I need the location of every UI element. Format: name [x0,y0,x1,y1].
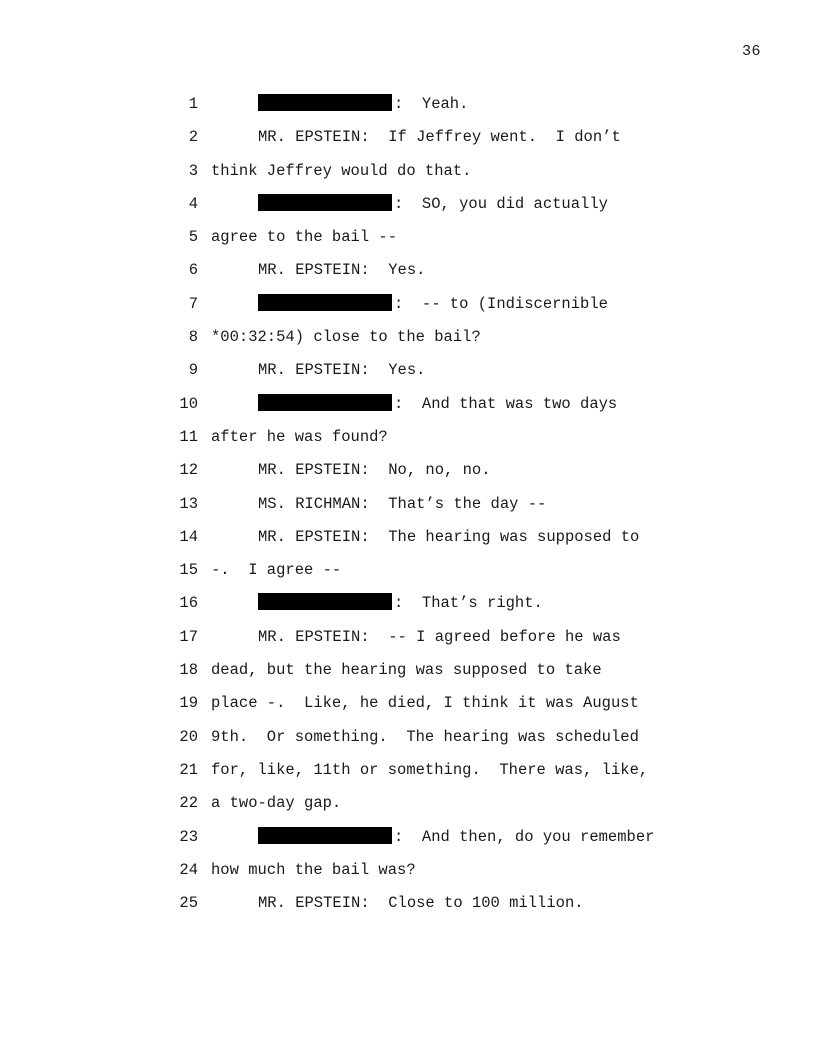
transcript-line [170,158,690,191]
line-content: how much the bail was? [211,860,416,879]
line-number: 24 [179,860,198,879]
line-content: MR. EPSTEIN: Yes. [258,261,426,280]
line-number: 6 [188,261,198,280]
line-number: 14 [179,527,198,546]
line-content: : And that was two days [394,394,618,413]
transcript-line [170,324,690,357]
line-number: 1 [188,95,198,113]
line-text [258,191,608,217]
transcript-line [170,590,690,623]
line-content: : That’s right. [394,594,543,613]
line-number: 25 [179,894,198,913]
line-content: : And then, do you remember [394,827,655,846]
line-content: dead, but the hearing was supposed to take [211,661,602,680]
transcript-line [170,424,690,457]
transcript-line [170,690,690,723]
transcript-line [170,357,690,390]
line-text [211,324,481,350]
line-number: 13 [179,494,198,513]
transcript-line [170,624,690,657]
line-text [211,424,388,450]
transcript-line [170,124,690,157]
line-content: MS. RICHMAN: That’s the day -- [258,494,547,513]
line-content: 9th. Or something. The hearing was scheduled [211,727,639,746]
line-number: 15 [179,561,198,580]
transcript-line [170,724,690,757]
line-text [211,757,648,783]
line-text [258,357,425,383]
transcript-line [170,890,690,923]
page-number: 36 [741,43,761,60]
line-text [258,457,491,483]
transcript-line [170,657,690,690]
line-number: 19 [179,694,198,713]
line-number: 20 [179,727,198,746]
line-text [211,557,341,583]
transcript-line [170,257,690,290]
transcript-line [170,291,690,324]
line-number: 10 [179,394,198,413]
line-number: 3 [188,161,198,180]
line-text [211,724,639,750]
redaction-bar [258,394,392,411]
line-text [258,291,608,317]
line-number: 12 [179,461,198,480]
transcript-line [170,91,690,124]
line-number: 22 [179,794,198,813]
transcript-line [170,191,690,224]
line-number: 18 [179,661,198,680]
line-text [258,624,621,650]
line-content: MR. EPSTEIN: If Jeffrey went. I don’t [258,128,621,147]
line-content: a two-day gap. [211,794,342,813]
redaction-bar [258,827,392,844]
transcript-line [170,757,690,790]
transcript-line [170,857,690,890]
transcript-line [170,224,690,257]
line-number: 8 [188,328,198,347]
transcript-line [170,824,690,857]
line-content: for, like, 11th or something. There was, like, [211,760,649,779]
line-content: MR. EPSTEIN: -- I agreed before he was [258,627,621,646]
line-number: 21 [179,760,198,779]
line-number: 23 [179,827,198,846]
line-text [258,824,654,850]
line-text [258,491,546,517]
line-number: 16 [179,594,198,613]
transcript-line [170,491,690,524]
redaction-bar [258,593,392,610]
line-number: 4 [188,194,198,213]
line-text [258,590,543,616]
line-text [211,690,639,716]
line-content: MR. EPSTEIN: The hearing was supposed to [258,527,640,546]
line-text [211,224,397,250]
line-number: 2 [188,128,198,147]
line-text [211,657,602,683]
transcript-line [170,557,690,590]
line-number: 9 [188,361,198,380]
line-number: 7 [188,294,198,313]
line-content: place -. Like, he died, I think it was August [211,694,639,713]
line-text [258,124,621,150]
line-text [258,91,468,117]
line-number: 17 [179,627,198,646]
transcript-body [170,91,690,923]
line-text [258,524,639,550]
transcript-line [170,524,690,557]
transcript-line [170,457,690,490]
line-content: *00:32:54) close to the bail? [211,328,481,347]
line-text [258,257,425,283]
line-text [211,857,416,883]
redaction-bar [258,94,392,111]
line-content: : SO, you did actually [394,194,608,213]
line-text [258,890,584,916]
line-content: after he was found? [211,427,388,446]
line-content: MR. EPSTEIN: No, no, no. [258,461,491,480]
transcript-line [170,790,690,823]
line-text [258,391,617,417]
line-content: : -- to (Indiscernible [394,294,608,313]
redaction-bar [258,194,392,211]
line-content: MR. EPSTEIN: Yes. [258,361,426,380]
line-content: -. I agree -- [211,561,342,580]
line-text [211,790,341,816]
line-text [211,158,471,184]
transcript-line [170,391,690,424]
line-content: think Jeffrey would do that. [211,161,472,180]
line-number: 11 [179,427,198,446]
redaction-bar [258,294,392,311]
line-content: MR. EPSTEIN: Close to 100 million. [258,894,584,913]
line-number: 5 [188,228,198,247]
line-content: agree to the bail -- [211,228,398,247]
line-content: : Yeah. [394,95,469,113]
